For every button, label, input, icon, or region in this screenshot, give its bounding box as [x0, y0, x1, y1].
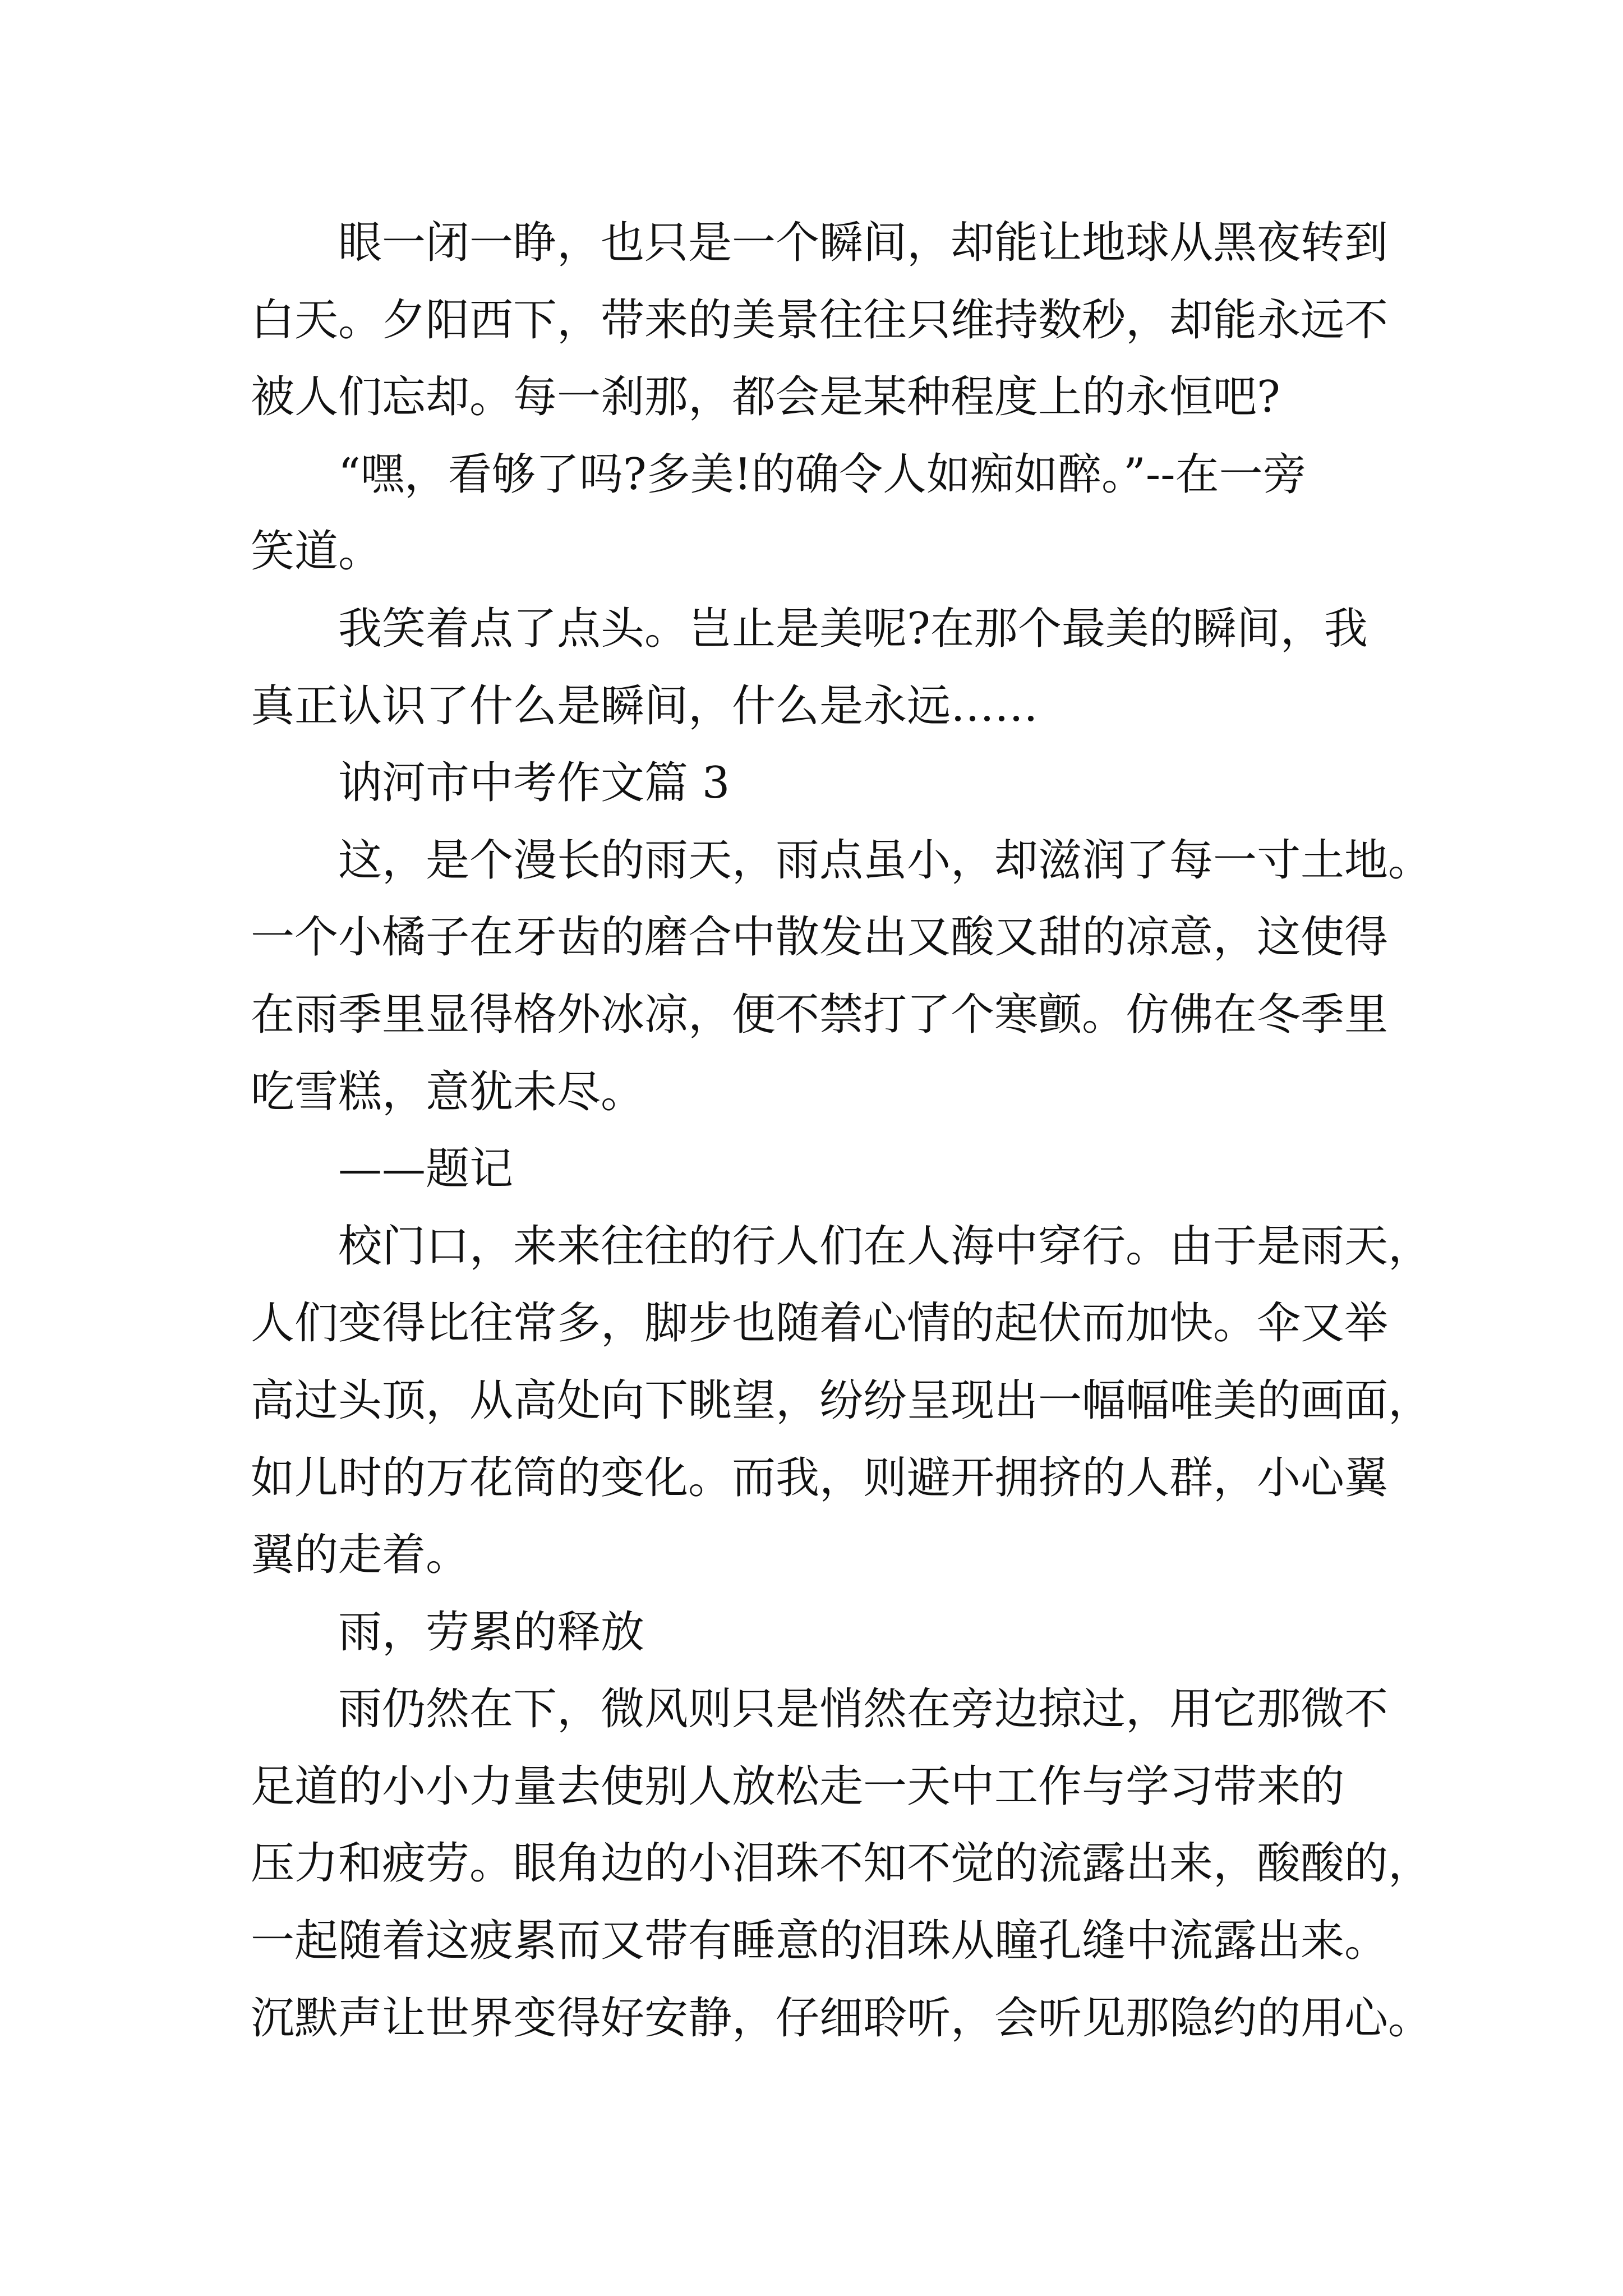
- text-line: 吃雪糕，意犹未尽。: [251, 1066, 645, 1117]
- epigraph-attribution: [251, 1131, 1484, 1208]
- text-line: 这，是个漫长的雨天，雨点虽小，却滋润了每一寸土地。: [338, 835, 1432, 886]
- text-line: 笑道。: [251, 526, 382, 577]
- text-line: 足道的小小力量去使别人放松走一天中工作与学习带来的: [251, 1761, 1345, 1812]
- text-line: “嘿，看够了吗?多美!的确令人如痴如醉。”--在一旁: [338, 449, 1307, 500]
- text-line: 校门口，来来往往的行人们在人海中穿行。由于是雨天，: [338, 1221, 1432, 1272]
- text-line: 真正认识了什么是瞬间，什么是永远……: [251, 680, 1039, 731]
- paragraph: [251, 436, 1484, 591]
- subheading-text: 雨，劳累的释放: [338, 1607, 645, 1658]
- subheading: [251, 1594, 1484, 1672]
- text-line: 沉默声让世界变得好安静，仔细聆听，会听见那隐约的用心。: [251, 1993, 1432, 2044]
- text-line: 雨仍然在下，微风则只是悄然在旁边掠过，用它那微不: [338, 1684, 1389, 1735]
- text-line: 人们变得比往常多，脚步也随着心情的起伏而加快。伞又举: [251, 1298, 1389, 1349]
- text-line: 眼一闭一睁，也只是一个瞬间，却能让地球从黑夜转到: [338, 218, 1389, 268]
- text-line: 我笑着点了点头。岂止是美呢?在那个最美的瞬间，我: [338, 603, 1368, 654]
- epigraph-attribution-text: ——题记: [338, 1144, 514, 1195]
- text-line: 一个小橘子在牙齿的磨合中散发出又酸又甜的凉意，这使得: [251, 912, 1389, 963]
- text-line: 高过头顶，从高处向下眺望，纷纷呈现出一幅幅唯美的画面，: [251, 1375, 1432, 1426]
- text-line: 被人们忘却。每一刹那，都会是某种程度上的永恒吧?: [251, 372, 1280, 423]
- text-line: 如儿时的万花筒的变化。而我，则避开拥挤的人群，小心翼: [251, 1452, 1389, 1503]
- paragraph: [251, 822, 1484, 1131]
- text-line: 翼的走着。: [251, 1530, 470, 1581]
- section-heading-text: 讷河市中考作文篇 3: [338, 758, 730, 809]
- paragraph: [251, 1208, 1484, 1594]
- paragraph: [251, 591, 1484, 745]
- text-line: 一起随着这疲累而又带有睡意的泪珠从瞳孔缝中流露出来。: [251, 1916, 1389, 1967]
- paragraph: [251, 1671, 1484, 2057]
- document-body: [251, 205, 1484, 2057]
- paragraph: [251, 205, 1484, 436]
- text-line: 压力和疲劳。眼角边的小泪珠不知不觉的流露出来，酸酸的，: [251, 1838, 1432, 1889]
- text-line: 在雨季里显得格外冰凉，便不禁打了个寒颤。仿佛在冬季里: [251, 989, 1389, 1040]
- text-line: 白天。夕阳西下，带来的美景往往只维持数秒，却能永远不: [251, 295, 1389, 346]
- section-heading: [251, 745, 1484, 822]
